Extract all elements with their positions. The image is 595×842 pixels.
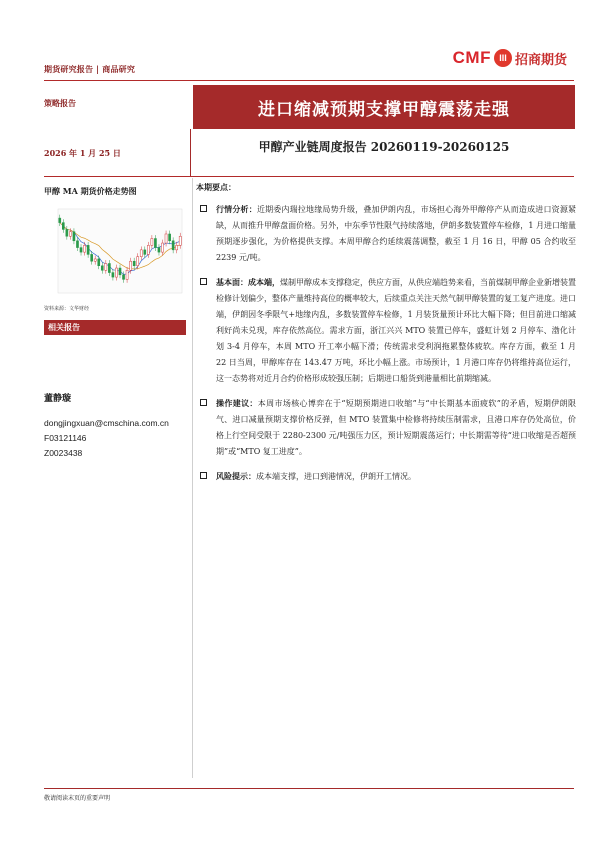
point-label: 基本面：成本端， xyxy=(216,277,280,287)
point-label: 行情分析： xyxy=(216,204,257,214)
candle-body xyxy=(165,234,167,243)
candle-body xyxy=(144,250,146,255)
candle-body xyxy=(179,236,181,245)
candle-body xyxy=(101,266,103,271)
section-title: 本期要点： xyxy=(196,182,236,192)
chart-title: 甲醇 MA 期货价格走势图 xyxy=(44,186,137,196)
square-bullet-icon xyxy=(200,278,207,285)
chart-source: 资料来源：文华财经 xyxy=(44,306,90,312)
license-number-2: Z0023438 xyxy=(44,448,83,458)
candle-body xyxy=(137,257,139,266)
square-bullet-icon xyxy=(200,472,207,479)
candle-body xyxy=(126,270,128,279)
candle-body xyxy=(66,229,68,236)
point-label: 风险提示： xyxy=(216,471,256,481)
candle-body xyxy=(147,245,149,254)
sidebar xyxy=(44,184,186,461)
candle-body xyxy=(108,263,110,272)
candle-body xyxy=(73,232,75,241)
point-label: 操作建议： xyxy=(216,398,258,408)
candle-body xyxy=(62,223,64,230)
price-chart-svg xyxy=(44,203,186,303)
point-trading-advice xyxy=(196,395,576,460)
candle-body xyxy=(76,241,78,248)
point-text: 成本端支撑，进口到港情况，伊朗开工情况。 xyxy=(256,472,416,481)
candle-body xyxy=(105,263,107,270)
candle-body xyxy=(91,254,93,261)
analyst-email[interactable]: dongjingxuan@cmschina.com.cn xyxy=(44,418,169,428)
candle-body xyxy=(87,245,89,254)
company-logo xyxy=(453,48,567,68)
header-divider xyxy=(44,80,574,81)
related-reports-header: 相关报告 xyxy=(44,320,186,335)
candle-body xyxy=(140,250,142,257)
candle-body xyxy=(151,239,153,246)
report-type: 策略报告 xyxy=(44,98,76,108)
candle-body xyxy=(130,261,132,270)
candle-body xyxy=(133,261,135,266)
license-number-1: F03121146 xyxy=(44,433,87,443)
point-text: 近期委内瑞拉地缘局势升级，叠加伊朗内乱，市场担心海外甲醇停产从而造成进口资源紧缺，从而推升甲醇盘面价格。另外，中东季节性限气持续落地，伊朗多数装置停车检修，1 月进口缩量预期逐步强化，为价格提供支撑。本周甲醇合约延续震荡调整，截至 1 月 16 日，甲醇 05 合约收至 2239 元/吨。 xyxy=(216,205,577,262)
report-title: 进口缩减预期支撑甲醇震荡走强 xyxy=(193,85,575,129)
footer-divider xyxy=(44,788,574,789)
square-bullet-icon xyxy=(200,205,207,212)
title-divider xyxy=(44,176,574,177)
candle-body xyxy=(172,241,174,250)
candle-body xyxy=(98,259,100,266)
candle-body xyxy=(94,259,96,261)
candle-body xyxy=(169,234,171,241)
candle-body xyxy=(176,245,178,250)
report-date: 2026 年 1 月 25 日 xyxy=(44,148,121,158)
candle-body xyxy=(154,239,156,248)
candle-body xyxy=(158,248,160,253)
point-market-analysis xyxy=(196,201,576,266)
candle-body xyxy=(161,243,163,252)
candle-body xyxy=(84,245,86,252)
main-content xyxy=(196,182,576,485)
point-text: 本周市场核心博弈在于“短期预期进口收缩”与“中长期基本面疲软”的矛盾，短期伊朗限气、进口减量预期支撑价格反弹，但 MTO 装置集中检修将持续压制需求，且港口库存仍处高位，价格上行空间受限于 2280-2300 元/吨强压力区，预计短期震荡运行；中长期需等待“进口收缩是否超预期”或“MTO 复工进度”。 xyxy=(216,399,577,456)
point-fundamentals xyxy=(196,274,576,387)
candle-body xyxy=(115,268,117,277)
candle-body xyxy=(112,273,114,278)
candle-body xyxy=(69,232,71,237)
point-risk-warning xyxy=(196,468,576,485)
candle-body xyxy=(122,275,124,280)
footer-disclaimer: 敬请阅读末页的重要声明 xyxy=(44,795,111,802)
candle-body xyxy=(59,218,61,223)
column-divider xyxy=(192,178,193,778)
header-breadcrumb: 期货研究报告 | 商品研究 xyxy=(44,64,136,74)
price-chart xyxy=(44,203,186,303)
point-text: 煤制甲醇成本支撑稳定，供应方面，从供应端趋势来看，当前煤制甲醇企业新增装置检修计划偏少，整体产量维持高位的概率较大，后续重点关注天然气制甲醇装置的复工复产进度。进口端，伊朗因冬季限气+地缘内乱，多数装置停车检修，1 月装货量预计环比大幅下降；但目前进口缩减利好尚未兑现，库存依然高位。需求方面，浙江兴兴 MTO 装置已停车，盛虹计划 2 月停车、渤化计划 3-4 月停车，本周 MTO 开工率小幅下滑；传统需求受利润拖累整体疲软。库存方面，截至 1 月 22 日当周，甲醇库存在 143.47 万吨，环比小幅上涨。市场预计，1 月港口库存仍将维持高位运行，这一态势将对近月合约价格形成较强压制；后期进口船货到港量相比前期缩减。 xyxy=(216,278,576,383)
candle-body xyxy=(119,268,121,275)
candle-body xyxy=(80,248,82,253)
analyst-name: 董静璇 xyxy=(44,394,72,404)
title-side-rule xyxy=(190,129,191,177)
logo-text-cn: 招商期货 xyxy=(514,52,567,68)
report-subtitle: 甲醇产业链周度报告 20260119-20260125 xyxy=(258,140,510,154)
logo-text-en: CMF xyxy=(452,48,491,67)
logo-badge-icon: III xyxy=(494,49,512,67)
square-bullet-icon xyxy=(200,399,207,406)
analyst-contact xyxy=(44,416,186,461)
